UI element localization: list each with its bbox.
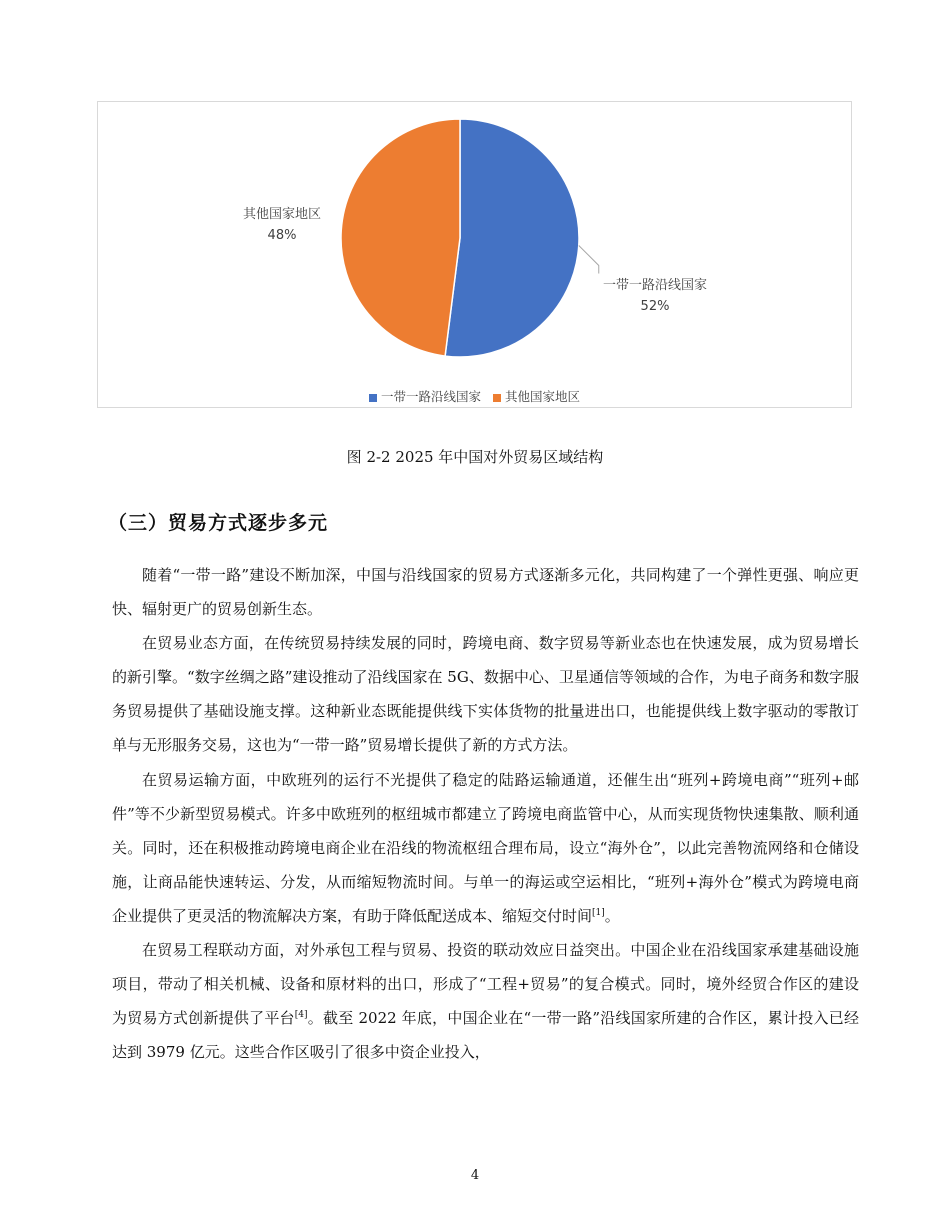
pie-slice-2 bbox=[341, 119, 460, 356]
legend-item-belt-road bbox=[369, 387, 481, 405]
paragraph-text-tail: 。截至 2022 年底，中国企业在“一带一路”沿线国家所建的合作区，累计投入已经达到 3979 亿元。这些合作区吸引了很多中资企业投入， bbox=[112, 1009, 859, 1062]
pie-chart-svg bbox=[98, 102, 853, 409]
legend-swatch-orange bbox=[493, 394, 501, 402]
page-number: 4 bbox=[470, 1168, 480, 1183]
paragraph-text: 在贸易运输方面，中欧班列的运行不光提供了稳定的陆路运输通道，还催生出“班列+跨境电商”“班列+邮件”等不少新型贸易模式。许多中欧班列的枢纽城市都建立了跨境电商监管中心，从而实现货物快速集散、顺利通关。同时，还在积极推动跨境电商企业在沿线的物流枢纽合理布局，设立“海外仓”，以此完善物流网络和仓储设施，让商品能快速转运、分发，从而缩短物流时间。与单一的海运或空运相比，“班列+海外仓”模式为跨境电商企业提供了更灵活的物流解决方案，有助于降低配送成本、缩短交付时间 bbox=[112, 770, 859, 925]
pie-slice-1 bbox=[445, 119, 579, 357]
paragraph-text: 在贸易业态方面，在传统贸易持续发展的同时，跨境电商、数字贸易等新业态也在快速发展，成为贸易增长的新引擎。“数字丝绸之路”建设推动了沿线国家在 5G、数据中心、卫星通信等领域的合作，为电子商务和数字服务贸易提供了基础设施支撑。这种新业态既能提供线下实体货物的批量进出口，也能提供线上数字驱动的零散订单与无形服务交易，这也为“一带一路”贸易增长提供了新的方式方法。 bbox=[112, 634, 859, 755]
legend-label: 一带一路沿线国家 bbox=[380, 389, 481, 404]
data-label-value: 52% bbox=[640, 299, 670, 314]
chart-legend bbox=[98, 387, 851, 405]
data-label-value: 48% bbox=[267, 228, 297, 243]
legend-item-other bbox=[493, 387, 580, 405]
legend-label: 其他国家地区 bbox=[504, 389, 580, 404]
leader-line bbox=[579, 245, 599, 273]
figure-caption: 图 2-2 2025 年中国对外贸易区域结构 bbox=[346, 448, 604, 466]
paragraph bbox=[112, 763, 859, 933]
section-heading: （三）贸易方式逐步多元 bbox=[108, 512, 329, 534]
data-label-category: 其他国家地区 bbox=[242, 207, 322, 222]
legend-swatch-blue bbox=[369, 394, 377, 402]
citation-marker: [1] bbox=[592, 907, 605, 918]
paragraph bbox=[112, 933, 859, 1069]
citation-marker: [4] bbox=[294, 1010, 308, 1021]
paragraph bbox=[112, 626, 859, 762]
body-text bbox=[112, 558, 859, 1069]
paragraph-text: 随着“一带一路”建设不断加深，中国与沿线国家的贸易方式逐渐多元化，共同构建了一个弹性更强、响应更快、辐射更广的贸易创新生态。 bbox=[112, 566, 859, 619]
paragraph-text-tail: 。 bbox=[604, 906, 620, 925]
pie-chart bbox=[97, 101, 852, 408]
paragraph bbox=[112, 558, 859, 626]
paragraph-text: 在贸易工程联动方面，对外承包工程与贸易、投资的联动效应日益突出。中国企业在沿线国家承建基础设施项目，带动了相关机械、设备和原材料的出口，形成了“工程+贸易”的复合模式。同时，境外经贸合作区的建设为贸易方式创新提供了平台 bbox=[112, 941, 859, 1028]
data-label-category: 一带一路沿线国家 bbox=[602, 278, 708, 293]
